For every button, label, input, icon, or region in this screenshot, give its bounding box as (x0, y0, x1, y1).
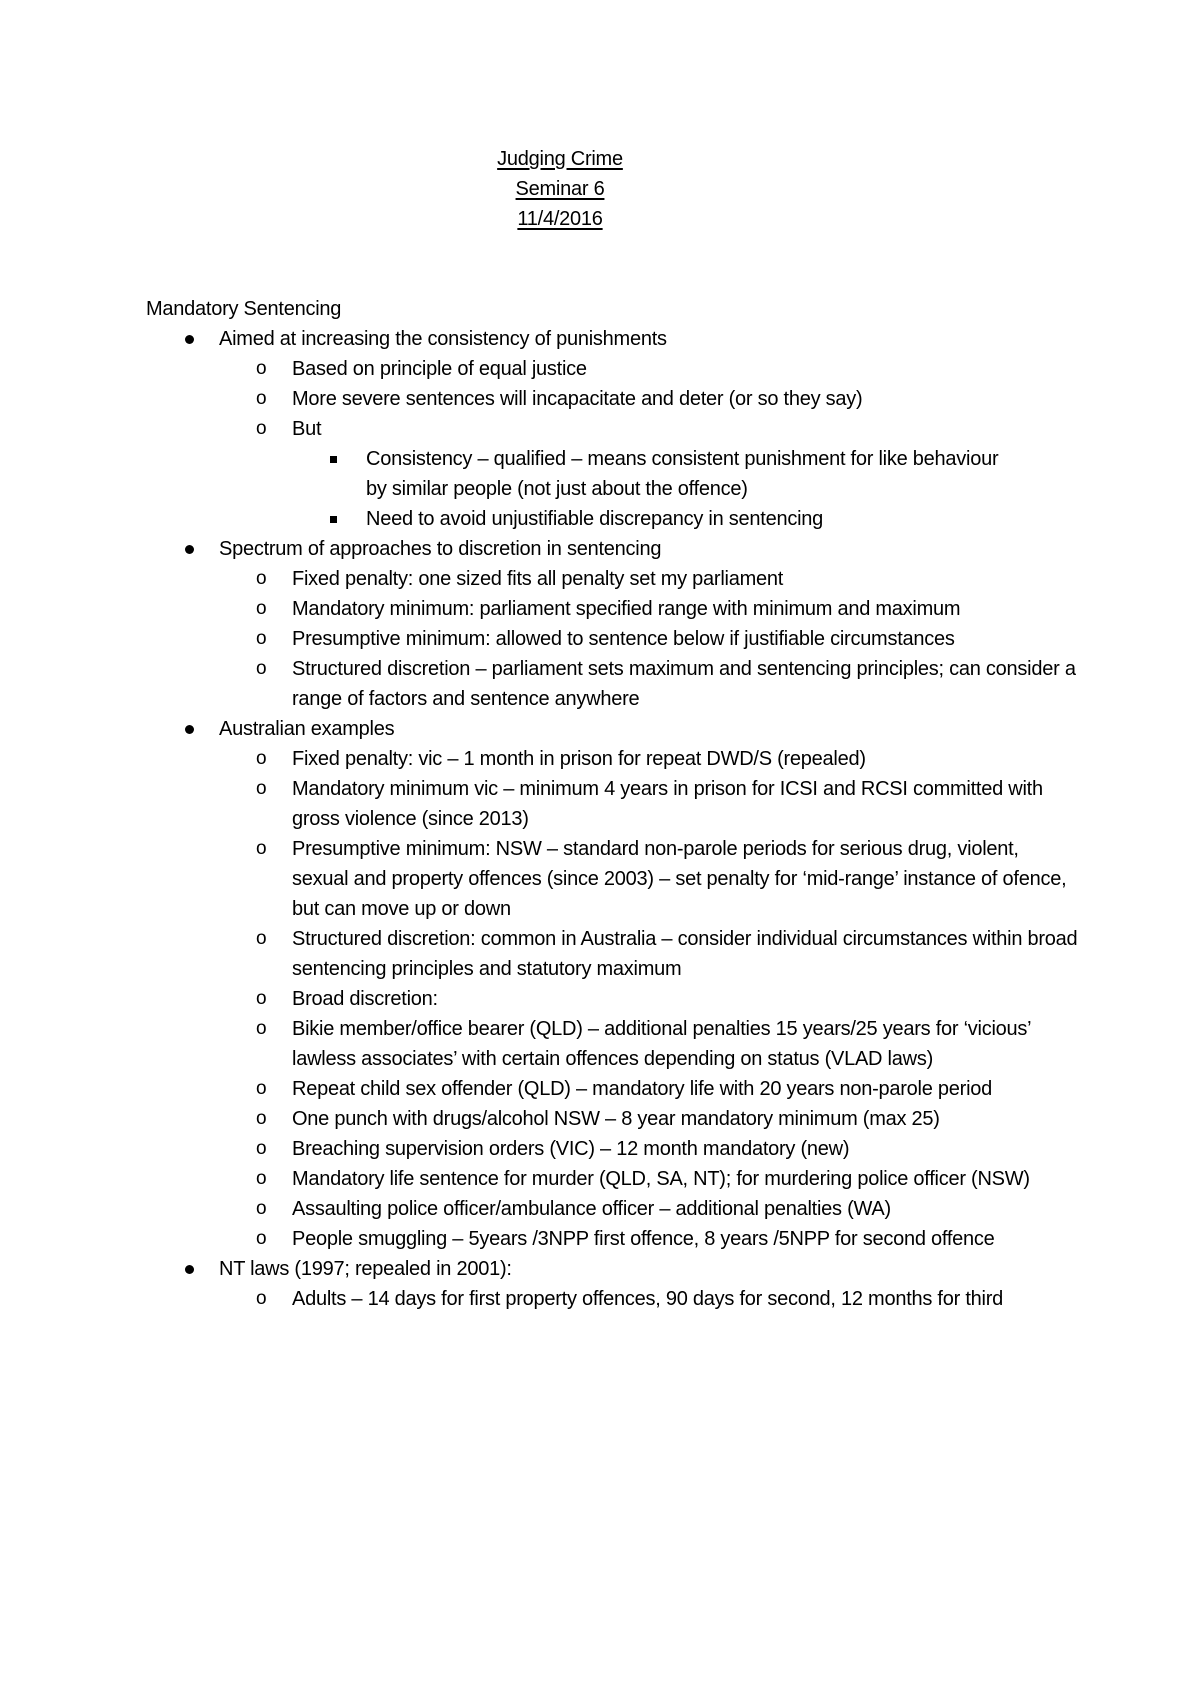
bullet-dot-icon (185, 545, 194, 554)
list-item (0, 1254, 1079, 1284)
bullet-circle-icon: o (256, 1078, 267, 1099)
list-item-text: Need to avoid unjustifiable discrepancy in sentencing (366, 508, 824, 530)
bullet-circle-icon: o (256, 988, 267, 1009)
list-item (0, 1134, 1080, 1164)
list-item (0, 654, 1080, 714)
list-item (0, 984, 1080, 1014)
list-item (0, 354, 1080, 384)
bullet-circle-icon (256, 1194, 266, 1224)
bullet-circle-icon (256, 354, 266, 384)
list-item-text: Adults – 14 days for first property offences, 90 days for second, 12 months for third (292, 1288, 1003, 1310)
list-item-text: Broad discretion: (292, 988, 438, 1010)
bullet-circle-icon: o (256, 418, 267, 439)
bullet-square-icon (330, 516, 337, 523)
list-item (0, 384, 1080, 414)
bullet-circle-icon (256, 744, 266, 774)
list-item-text: Repeat child sex offender (QLD) – mandatory life with 20 years non-parole period (292, 1078, 993, 1100)
list-item (0, 624, 1080, 654)
list-item (0, 1284, 1080, 1314)
list-item (0, 324, 1079, 354)
list-item-text: Based on principle of equal justice (292, 358, 587, 380)
bullet-circle-icon: o (256, 1168, 267, 1189)
bullet-dot-icon (185, 714, 194, 744)
list-item (0, 444, 1006, 504)
list-item-text: More severe sentences will incapacitate and deter (or so they say) (292, 388, 863, 410)
list-item-text: Presumptive minimum: NSW – standard non-parole periods for serious drug, violent, sexual and property offences (since 2003) – set penalty for ‘mid-range’ instance of ofence, but can move up or down (292, 838, 1067, 920)
bullet-dot-icon (185, 1265, 194, 1274)
bullet-circle-icon: o (256, 358, 267, 379)
list-item (0, 744, 1080, 774)
list-item-text: People smuggling – 5years /3NPP first offence, 8 years /5NPP for second offence (292, 1228, 995, 1250)
list-item-text: But (292, 418, 322, 440)
list-item (0, 714, 1079, 744)
list-item-text: NT laws (1997; repealed in 2001): (219, 1258, 512, 1280)
bullet-circle-icon (256, 1284, 266, 1314)
bullet-circle-icon (256, 1014, 266, 1044)
list-item (0, 1074, 1080, 1104)
bullet-dot-icon (185, 725, 194, 734)
section-heading: Mandatory Sentencing (146, 298, 342, 320)
bullet-circle-icon: o (256, 1138, 267, 1159)
list-item (0, 1224, 1080, 1254)
bullet-circle-icon: o (256, 598, 267, 619)
list-item (0, 504, 1006, 534)
bullet-circle-icon: o (256, 1108, 267, 1129)
bullet-circle-icon (256, 414, 266, 444)
list-item (0, 414, 1080, 444)
title-block (0, 144, 1120, 234)
bullet-circle-icon (256, 1224, 266, 1254)
document-title: Judging Crime (497, 148, 623, 170)
bullet-circle-icon: o (256, 388, 267, 409)
bullet-circle-icon: o (256, 778, 267, 799)
bullet-circle-icon (256, 924, 266, 954)
list-item (0, 1014, 1080, 1074)
bullet-circle-icon (256, 1104, 266, 1134)
list-item (0, 1104, 1080, 1134)
bullet-circle-icon (256, 624, 266, 654)
list-item-text: Assaulting police officer/ambulance officer – additional penalties (WA) (292, 1198, 891, 1220)
bullet-circle-icon: o (256, 928, 267, 949)
list-item-text: Mandatory minimum: parliament specified range with minimum and maximum (292, 598, 961, 620)
bullet-circle-icon: o (256, 1288, 267, 1309)
list-item (0, 774, 1080, 834)
bullet-circle-icon: o (256, 628, 267, 649)
bullet-circle-icon: o (256, 568, 267, 589)
bullet-circle-icon: o (256, 1018, 267, 1039)
bullet-circle-icon (256, 1164, 266, 1194)
bullet-circle-icon: o (256, 658, 267, 679)
list-item-text: Aimed at increasing the consistency of punishments (219, 328, 667, 350)
list-item-text: Australian examples (219, 718, 395, 740)
bullet-circle-icon (256, 654, 266, 684)
list-item (0, 594, 1080, 624)
list-item-text: Structured discretion – parliament sets maximum and sentencing principles; can consider a range of factors and sentence anywhere (292, 658, 1076, 710)
list-item (0, 834, 1080, 924)
bullet-circle-icon: o (256, 1198, 267, 1219)
list-item-text: Mandatory life sentence for murder (QLD, SA, NT); for murdering police officer (NSW) (292, 1168, 1030, 1190)
bullet-square-icon (330, 456, 337, 463)
bullet-square-icon (330, 504, 337, 534)
list-item-text: Consistency – qualified – means consistent punishment for like behaviour by similar people (not just about the offence) (366, 448, 999, 500)
list-item (0, 1164, 1080, 1194)
bullet-circle-icon (256, 834, 266, 864)
list-item-text: Structured discretion: common in Australia – consider individual circumstances within broad sentencing principles and statutory maximum (292, 928, 1078, 980)
list-item-text: Spectrum of approaches to discretion in sentencing (219, 538, 662, 560)
bullet-circle-icon (256, 774, 266, 804)
bullet-circle-icon (256, 384, 266, 414)
list-item-text: Breaching supervision orders (VIC) – 12 month mandatory (new) (292, 1138, 850, 1160)
list-item-text: Presumptive minimum: allowed to sentence below if justifiable circumstances (292, 628, 955, 650)
bullet-circle-icon: o (256, 1228, 267, 1249)
bullet-dot-icon (185, 534, 194, 564)
bullet-circle-icon: o (256, 748, 267, 769)
list-item (0, 1194, 1080, 1224)
bullet-circle-icon (256, 564, 266, 594)
list-item (0, 564, 1080, 594)
list-item-text: Mandatory minimum vic – minimum 4 years in prison for ICSI and RCSI committed with gross violence (since 2013) (292, 778, 1043, 830)
list-item-text: Fixed penalty: one sized fits all penalty set my parliament (292, 568, 784, 590)
list-item-text: Fixed penalty: vic – 1 month in prison for repeat DWD/S (repealed) (292, 748, 866, 770)
seminar-label: Seminar 6 (515, 178, 605, 200)
bullet-circle-icon (256, 594, 266, 624)
bullet-dot-icon (185, 1254, 194, 1284)
document-date: 11/4/2016 (517, 208, 603, 230)
bullet-circle-icon (256, 1074, 266, 1104)
bullet-circle-icon (256, 984, 266, 1014)
bullet-circle-icon: o (256, 838, 267, 859)
bullet-square-icon (330, 444, 337, 474)
list-item (0, 534, 1079, 564)
list-item-text: Bikie member/office bearer (QLD) – additional penalties 15 years/25 years for ‘vicious’ lawless associates’ with certain offences depending on status (VLAD laws) (292, 1018, 1031, 1070)
bullet-list (0, 324, 1200, 1314)
bullet-dot-icon (185, 324, 194, 354)
bullet-circle-icon (256, 1134, 266, 1164)
list-item (0, 924, 1080, 984)
bullet-dot-icon (185, 335, 194, 344)
list-item-text: One punch with drugs/alcohol NSW – 8 year mandatory minimum (max 25) (292, 1108, 940, 1130)
